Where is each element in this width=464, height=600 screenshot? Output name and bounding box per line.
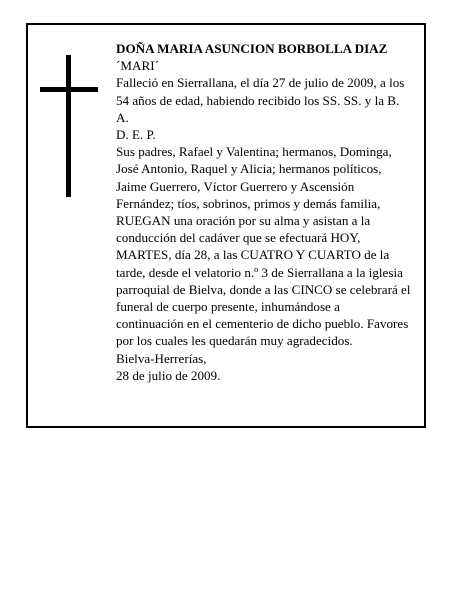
notice-line: RUEGAN una oración por su alma y asistan a la — [116, 213, 371, 229]
notice-line: Falleció en Sierrallana, el día 27 de julio de 2009, a los — [116, 75, 405, 91]
obituary-notice — [26, 23, 426, 428]
deceased-nickname: ´MARI´ — [116, 58, 159, 74]
notice-line: MARTES, día 28, a las CUATRO Y CUARTO de la — [116, 247, 390, 263]
notice-line: A. — [116, 109, 129, 125]
notice-line: Fernández; tíos, sobrinos, primos y demás familia, — [116, 195, 381, 211]
notice-line: parroquial de Bielva, donde a las CINCO se celebrará el — [116, 281, 411, 297]
notice-text — [116, 40, 428, 384]
notice-line: continuación en el cementerio de dicho pueblo. Favores — [116, 316, 409, 332]
cross-horizontal-bar — [40, 87, 98, 92]
notice-line: por los cuales les quedarán muy agradecidos. — [116, 333, 353, 349]
notice-line: tarde, desde el velatorio n.º 3 de Sierrallana a la iglesia — [116, 264, 403, 280]
notice-line: Sus padres, Rafael y Valentina; hermanos, Dominga, — [116, 144, 392, 160]
notice-line: funeral de cuerpo presente, inhumándose a — [116, 299, 340, 315]
notice-line: José Antonio, Raquel y Alicia; hermanos políticos, — [116, 161, 382, 177]
notice-line: Jaime Guerrero, Víctor Guerrero y Ascensión — [116, 178, 355, 194]
deceased-name: DOÑA MARIA ASUNCION BORBOLLA DIAZ — [116, 41, 388, 56]
notice-line: D. E. P. — [116, 127, 156, 143]
notice-line: conducción del cadáver que se efectuará HOY, — [116, 230, 361, 246]
notice-date: 28 de julio de 2009. — [116, 367, 221, 383]
cross-vertical-bar — [66, 55, 71, 197]
latin-cross-icon — [40, 55, 98, 197]
notice-place: Bielva-Herrerías, — [116, 350, 207, 366]
notice-line: 54 años de edad, habiendo recibido los SS. SS. y la B. — [116, 92, 400, 108]
